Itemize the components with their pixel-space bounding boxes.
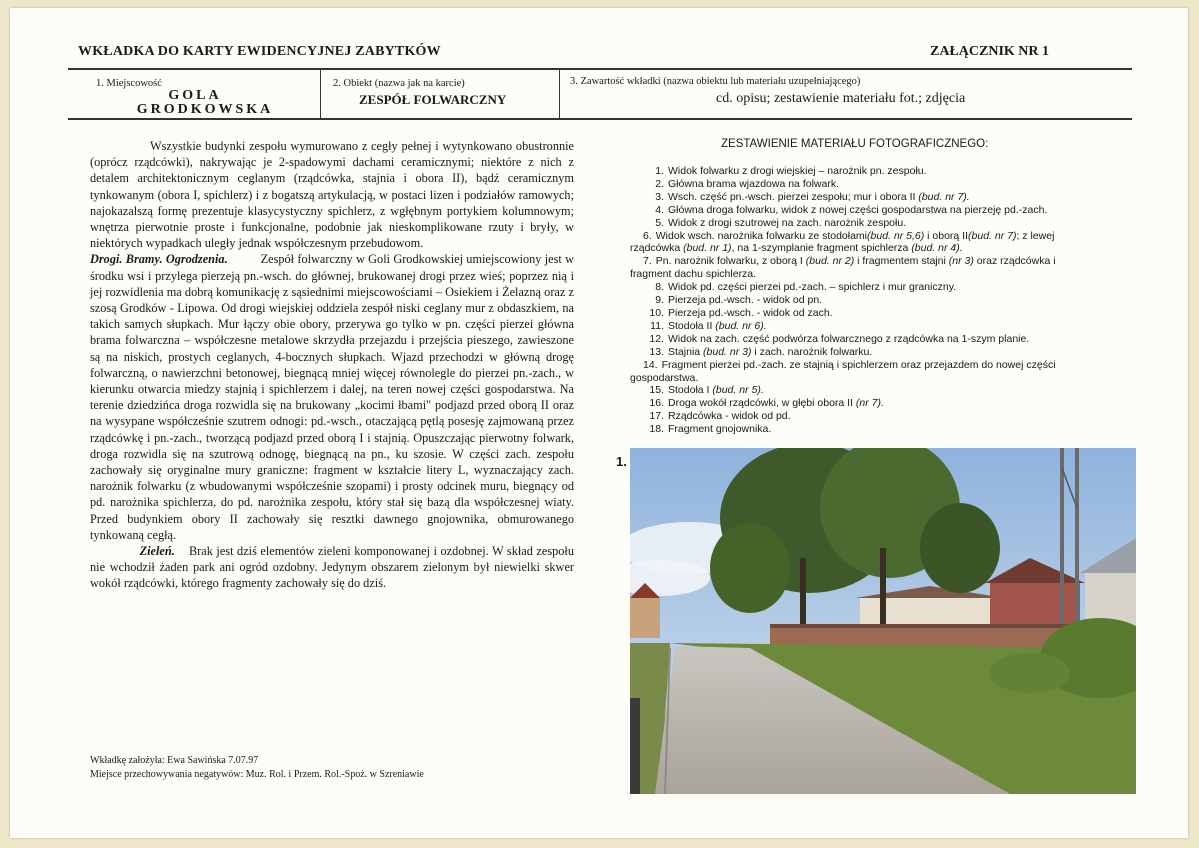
list-item: 13. Stajnia (bud. nr 3) i zach. narożnik folwarku. <box>649 345 873 358</box>
contents-label: 3. Zawartość wkładki (nazwa obiektu lub materiału uzupełniającego) <box>570 76 861 87</box>
roads-text: Zespół folwarczny w Goli Grodkowskiej umiejscowiony jest w środku wsi i przylega pierzeją pn.-wsch. do głównej, brukowanej drogi przez wieś; poprzez nią i jej rozwidlenia ma dobrą komunikację z sąsiednimi miejscowościami – Osiekiem i Żelazną oraz z szosą Grodków - Lipowa. Od drogi wiejskiej oddziela zespół niski ceglany mur z obdaszkiem, na takich samych słupkach. Mur łączy obie obory, przerywa go tylko w pn. części pierzei główna brama folwarczna – współczesne metalowe skrzydła przejazdu i przejścia pieszego, zawieszone są na niskich, prostych ceglanych, 4-bocznych słupkach. Wjazd przechodzi w główną drogę folwarczną, o nawierzchni betonowej, biegnącą mniej więcej równolegle do pierzei pn.-zach., w kierunku otwarcia miedzy stajnią i spichlerzem i dalej, na teren nowej części gospodarstwa. Na terenie dziedzińca droga rozwidla się na brukowany „kocimi łbami" podjazd przed oborą II oraz na wysypane współcześnie szutrem odnogi: pd.-wsch., otaczającą pętlą posesję zajmowaną przez rządcówkę i pn.-zach., tworzącą podjazd przed oborą I i stajnią. Opuszczając pierwotny folwark, droga rozwidla się na szutrową odnogę, biegnącą na pn., ku szosie. W części zach. zespołu zachowały się oryginalne mury graniczne: fragment w kształcie litery L, wyznaczający zach. narożnik folwarku (z wbudowanymi współcześnie szopami) i prosty odcinek muru, biegnący od pd. narożnika spichlerza, do pd. narożnika zespołu, który stał się bazą dla współczesnej wiaty. Przed budynkiem obory II zachowały się resztki dawnego gnojownika, obmurowanego tynkowaną cegłą. <box>90 252 574 542</box>
farm-road-photo <box>630 448 1136 794</box>
header-divider-2 <box>559 68 560 119</box>
greenery-text: Brak jest dziś elementów zieleni komponowanej i ozdobnej. W skład zespołu nie wchodził żaden park ani ogród ozdobny. Jedynym obszarem zielonym był niewielki skwer wokół rządcówki, którego fragmenty zachowały się do dziś. <box>90 544 574 591</box>
list-item: 7. Pn. narożnik folwarku, z oborą I (bud. nr 2) i fragmentem stajni (nr 3) oraz rządcówka i fragment dachu spichlerza. <box>630 255 1056 281</box>
list-item: 16. Droga wokół rządcówki, w głębi obora II (nr 7). <box>649 397 884 410</box>
roads-heading: Drogi. Bramy. Ogrodzenia. <box>90 252 228 267</box>
header-top-rule <box>68 68 1132 70</box>
list-item: 12. Widok na zach. część podwórza folwarcznego z rządcówka na 1-szym planie. <box>649 332 1030 345</box>
document-title: WKŁADKA DO KARTY EWIDENCYJNEJ ZABYTKÓW <box>78 44 441 59</box>
list-item: 17. Rządcówka - widok od pd. <box>649 410 791 423</box>
contents-value: cd. opisu; zestawienie materiału fot.; zdjęcia <box>716 91 966 106</box>
list-item: 5. Widok z drogi szutrowej na zach. narożnik zespołu. <box>655 216 907 229</box>
list-item: 14. Fragment pierzei pd.-zach. ze stajnią i spichlerzem oraz przejazdem do nowej części gospodarstwa. <box>630 358 1056 384</box>
footer-storage: Miejsce przechowywania negatywów: Muz. Rol. i Przem. Rol.-Spoż. w Szreniawie <box>90 769 424 780</box>
list-item: 1. Widok folwarku z drogi wiejskiej – narożnik pn. zespołu. <box>655 165 927 177</box>
document-sheet <box>10 8 1188 838</box>
description-paragraph-buildings: Wszystkie budynki zespołu wymurowano z cegły pełnej i wytynkowano obustronnie (oprócz rządcówki), nakrywając je 2-spadowymi dachami ceramicznymi; niektóre z nich z detalem architektonicznym ceglanym (rządcówka, stajnia i obora II), bądź ceramicznym tynkowanym (obora I, spichlerz) i z bogatszą artykulacją, w postaci lizen i podziałów ramowych; najokazalszą formę prezentuje klasycystyczny spichlerz, z wgłębnym portykiem kolumnowym; wnętrza pierwotnie proste i funkcjonalne, podobnie jak nieskomplikowane rzuty i bryły, w niektórych wypadkach uległy jednak współczesnym przebudowom. <box>90 139 574 251</box>
object-label: 2. Obiekt (nazwa jak na karcie) <box>333 78 465 89</box>
list-item: 8. Widok pd. części pierzei pd.-zach. – spichlerz i mur graniczny. <box>655 281 957 294</box>
header-bottom-rule <box>68 118 1132 120</box>
location-line-1: GOLA <box>168 88 222 103</box>
list-item: 18. Fragment gnojownika. <box>649 423 772 436</box>
photo-list <box>630 165 1090 436</box>
list-item: 6. Widok wsch. narożnika folwarku ze stodołami(bud. nr 5,6) i oborą II(bud. nr 7); z lewej rządcówka (bud. nr 1), na 1-szymplanie fragment spichlerza (bud. nr 4). <box>630 229 1055 255</box>
list-item: 11. Stodoła II (bud. nr 6). <box>650 319 767 332</box>
attachment-number: ZAŁĄCZNIK NR 1 <box>930 44 1050 59</box>
location-label: 1. Miejscowość <box>96 78 162 89</box>
list-item: 2. Główna brama wjazdowa na folwark. <box>655 177 839 190</box>
list-item: 4. Główna droga folwarku, widok z nowej części gospodarstwa na pierzeję pd.-zach. <box>655 203 1048 216</box>
object-value: ZESPÓŁ FOLWARCZNY <box>359 92 507 107</box>
list-item: 3. Wsch. część pn.-wsch. pierzei zespołu; mur i obora II (bud. nr 7). <box>655 190 970 203</box>
photo-illustration <box>630 448 1136 794</box>
footer-author: Wkładkę założyła: Ewa Sawińska 7.07.97 <box>90 755 259 766</box>
list-item: 9. Pierzeja pd.-wsch. - widok od pn. <box>655 294 823 307</box>
list-item: 15. Stodoła I (bud. nr 5). <box>649 384 764 397</box>
greenery-heading: Zieleń. <box>139 544 175 559</box>
photo-list-heading: ZESTAWIENIE MATERIAŁU FOTOGRAFICZNEGO: <box>721 138 989 150</box>
location-line-2: GRODKOWSKA <box>136 102 274 117</box>
photo-number: 1. <box>616 454 627 469</box>
description-text <box>90 138 574 592</box>
description-paragraph-roads <box>90 251 574 543</box>
header-divider-1 <box>320 68 321 119</box>
description-paragraph-greenery <box>90 543 574 592</box>
list-item: 10. Pierzeja pd.-wsch. - widok od zach. <box>649 306 833 319</box>
